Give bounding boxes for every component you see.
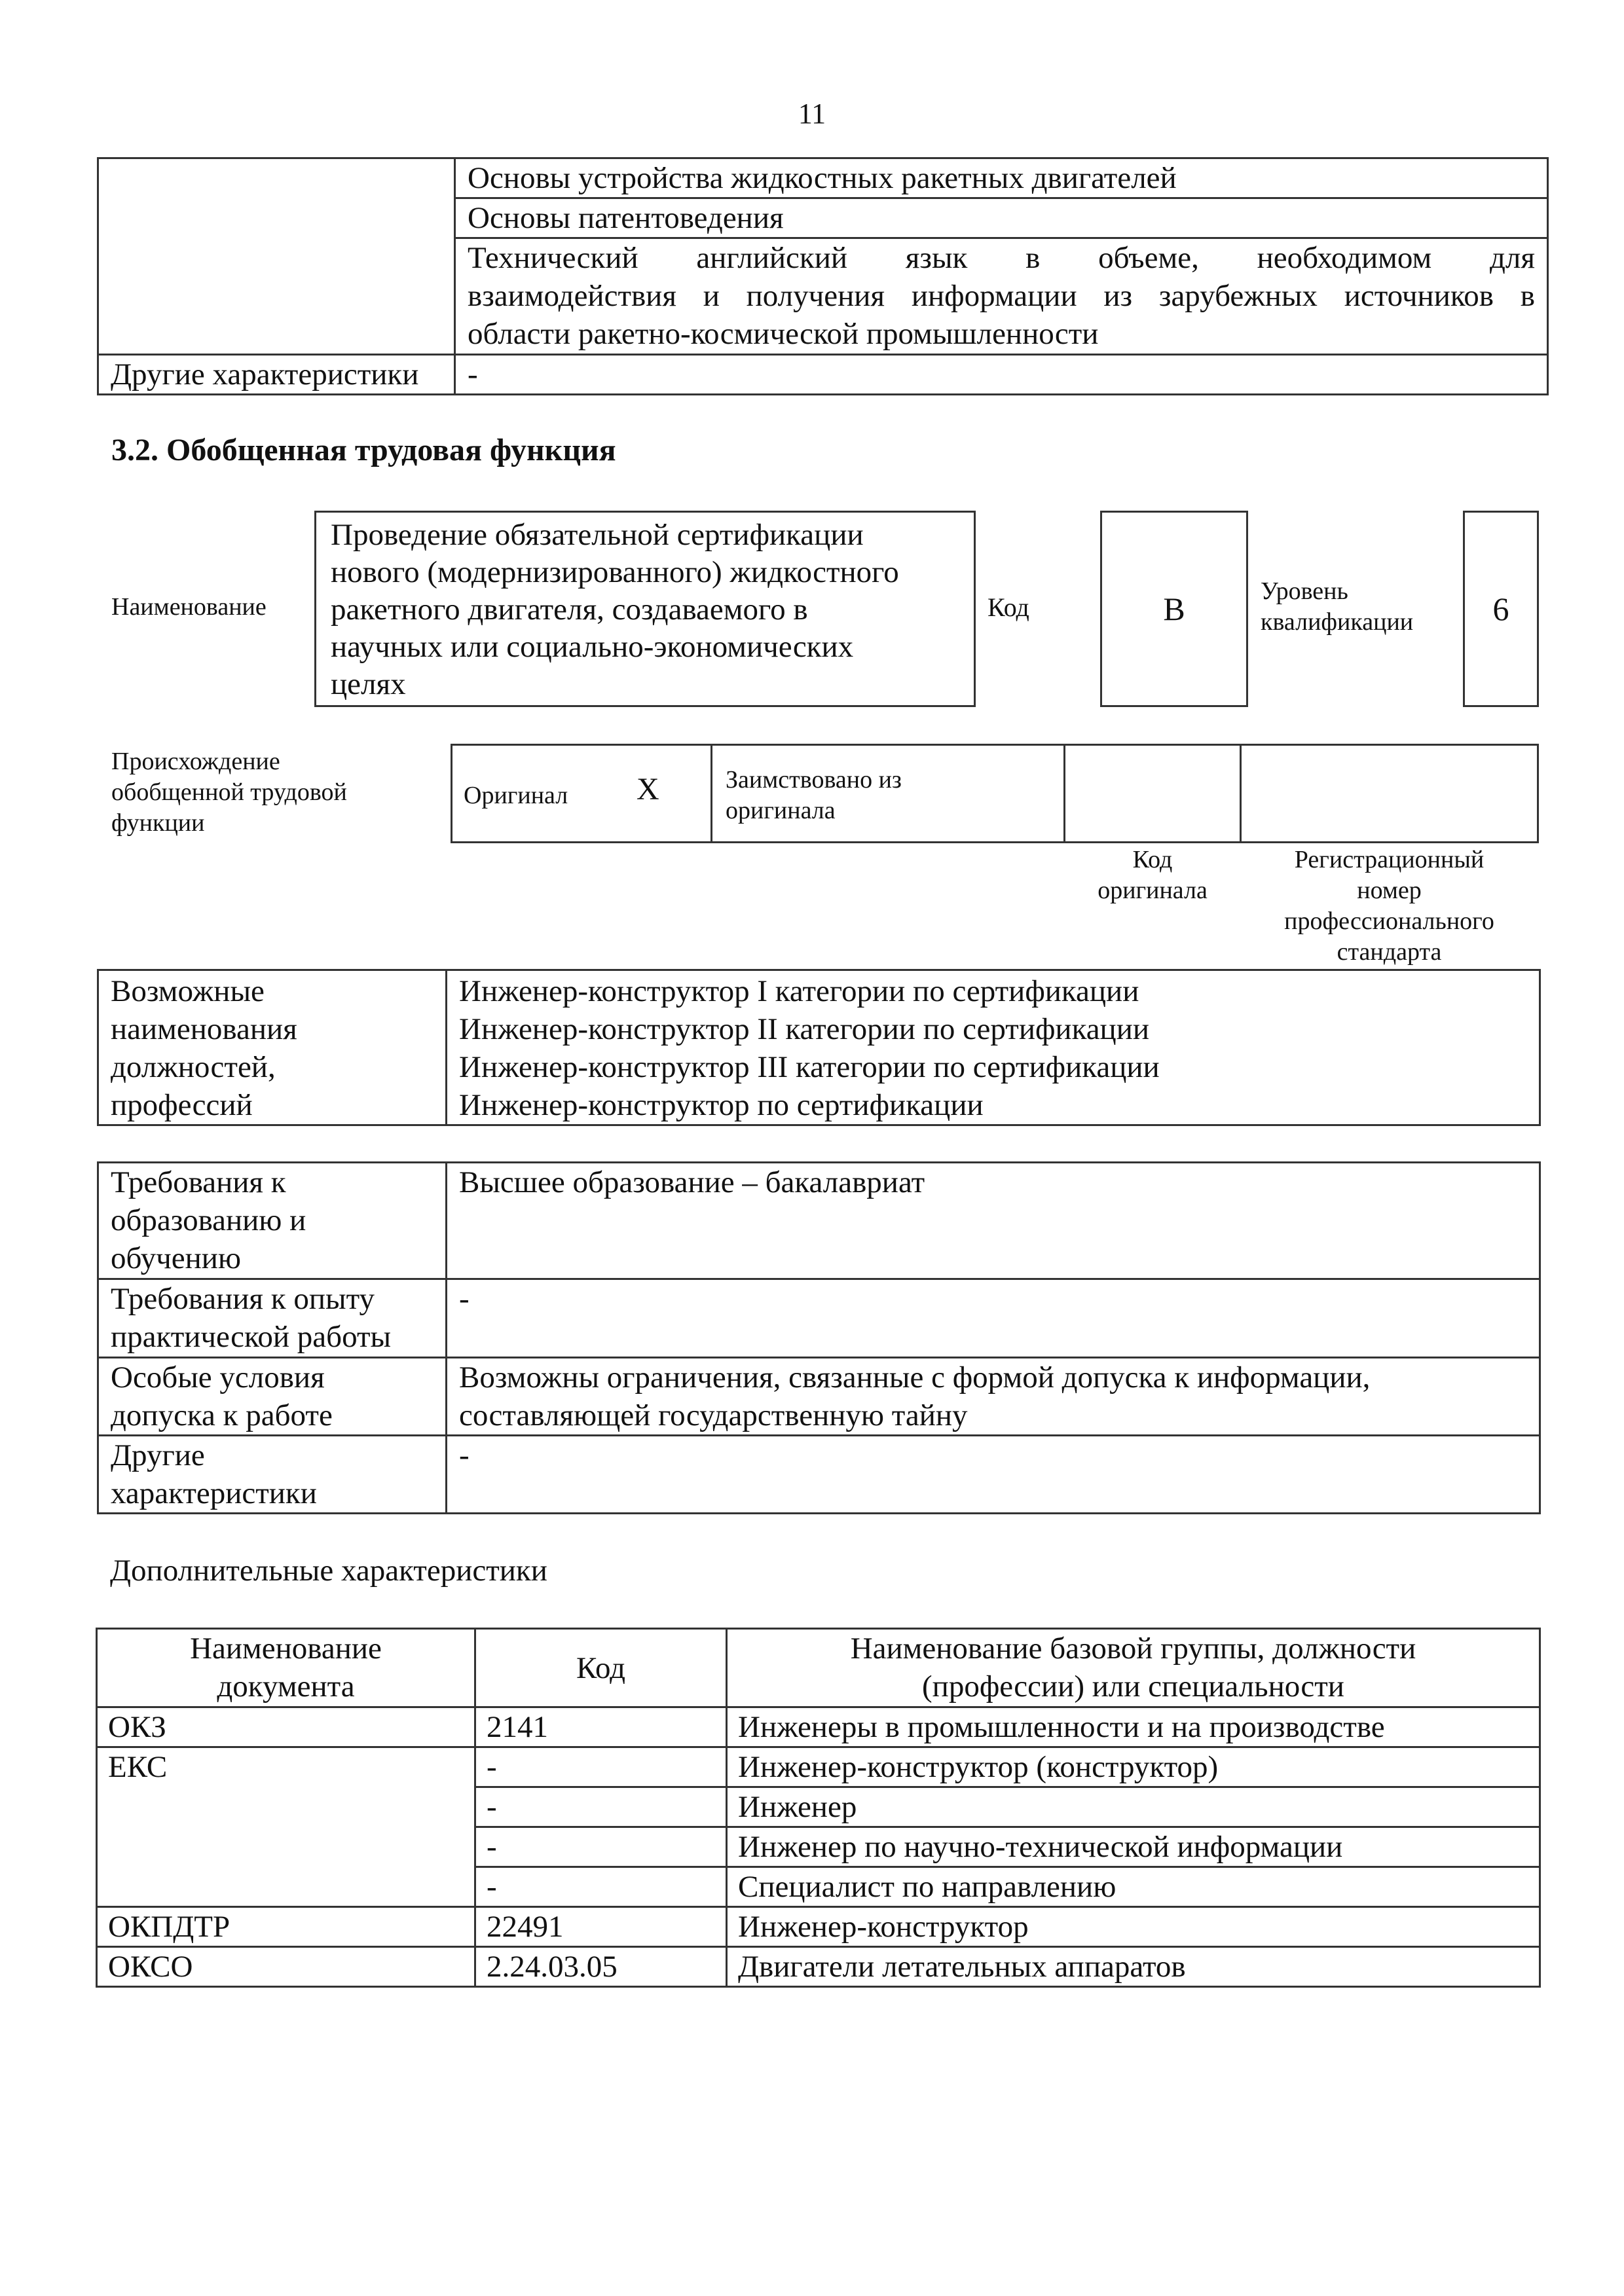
- requirement-label: Особые условия допуска к работе: [98, 1358, 447, 1436]
- row-name: Двигатели летательных аппаратов: [727, 1947, 1540, 1987]
- gtf-code-label: Код: [987, 592, 1029, 622]
- row-name: Инженер-конструктор (конструктор): [727, 1747, 1540, 1787]
- knowledge-item: Основы устройства жидкостных ракетных двигателей: [455, 158, 1548, 198]
- section-heading: 3.2. Обобщенная трудовая функция: [111, 433, 616, 467]
- positions-table: [97, 969, 1541, 1126]
- header-code: Код: [475, 1629, 727, 1707]
- gtf-level-label: Уровень квалификации: [1261, 577, 1414, 636]
- position-item: Инженер-конструктор III категории по сертификации: [459, 1050, 1160, 1084]
- position-item: Инженер-конструктор по сертификации: [459, 1088, 984, 1122]
- row-code: 22491: [475, 1907, 727, 1947]
- english-line-2: взаимодействия и получения информации из зарубежных источников в: [468, 279, 1535, 313]
- knowledge-item: Основы патентоведения: [455, 198, 1548, 238]
- header-document: Наименование документа: [97, 1629, 475, 1707]
- knowledge-item-english: [455, 238, 1548, 355]
- gtf-name-box: Проведение обязательной сертификации нового (модернизированного) жидкостного ракетного двигателя, создаваемого в научных или социально-экономических целях: [314, 511, 976, 707]
- origin-label: Происхождение обобщенной трудовой функции: [111, 748, 347, 837]
- row-name: Инженеры в промышленности и на производстве: [727, 1707, 1540, 1747]
- positions-label: Возможные наименования должностей, профессий: [98, 970, 447, 1125]
- additional-heading: Дополнительные характеристики: [110, 1554, 547, 1588]
- origin-code-cell: [1063, 744, 1242, 843]
- requirement-value: Высшее образование – бакалавриат: [447, 1163, 1540, 1279]
- requirement-label: Требования к опыту практической работы: [98, 1279, 447, 1358]
- row-code: 2141: [475, 1707, 727, 1747]
- header-group: Наименование базовой группы, должности (профессии) или специальности: [727, 1629, 1540, 1707]
- requirement-value: -: [447, 1279, 1540, 1358]
- row-doc: ОКСО: [97, 1947, 475, 1987]
- position-item: Инженер-конструктор I категории по сертификации: [459, 974, 1139, 1008]
- other-characteristics-value: -: [455, 355, 1548, 395]
- row-code: -: [475, 1827, 727, 1867]
- row-doc: ЕКС: [97, 1747, 475, 1907]
- origin-reg-caption: Регистрационный номер профессионального стандарта: [1284, 846, 1494, 966]
- row-name: Инженер по научно-технической информации: [727, 1827, 1540, 1867]
- row-name: Специалист по направлению: [727, 1867, 1540, 1907]
- requirement-value: Возможны ограничения, связанные с формой допуска к информации, составляющей государственную тайну: [447, 1358, 1540, 1436]
- gtf-level-value: 6: [1492, 591, 1509, 627]
- origin-original-mark: X: [637, 772, 659, 807]
- positions-list: [447, 970, 1540, 1125]
- row-doc: ОКПДТР: [97, 1907, 475, 1947]
- row-code: -: [475, 1787, 727, 1827]
- top-table-empty-cell: [98, 158, 455, 355]
- english-line-3: области ракетно-космической промышленности: [468, 317, 1099, 351]
- gtf-code-value: B: [1163, 591, 1185, 627]
- origin-borrowed-label: Заимствовано из оригинала: [726, 766, 902, 824]
- row-doc: ОКЗ: [97, 1707, 475, 1747]
- english-line-1: Технический английский язык в объеме, необходимом для: [468, 241, 1535, 275]
- row-name: Инженер: [727, 1787, 1540, 1827]
- position-item: Инженер-конструктор II категории по сертификации: [459, 1012, 1150, 1046]
- origin-original-label: Оригинал: [464, 782, 568, 809]
- row-code: -: [475, 1867, 727, 1907]
- gtf-code-box: [1100, 511, 1248, 707]
- requirement-label: Другие характеристики: [98, 1436, 447, 1514]
- gtf-level-box: [1463, 511, 1539, 707]
- gtf-name-label: Наименование: [111, 593, 267, 621]
- requirement-value: -: [447, 1436, 1540, 1514]
- top-knowledge-table: [97, 157, 1549, 395]
- row-code: -: [475, 1747, 727, 1787]
- other-characteristics-label: Другие характеристики: [98, 355, 455, 395]
- requirements-table: [97, 1161, 1541, 1514]
- additional-table: [96, 1628, 1541, 1988]
- requirement-label: Требования к образованию и обучению: [98, 1163, 447, 1279]
- row-code: 2.24.03.05: [475, 1947, 727, 1987]
- origin-code-caption: Код оригинала: [1098, 846, 1208, 904]
- row-name: Инженер-конструктор: [727, 1907, 1540, 1947]
- page-number: 11: [798, 98, 826, 130]
